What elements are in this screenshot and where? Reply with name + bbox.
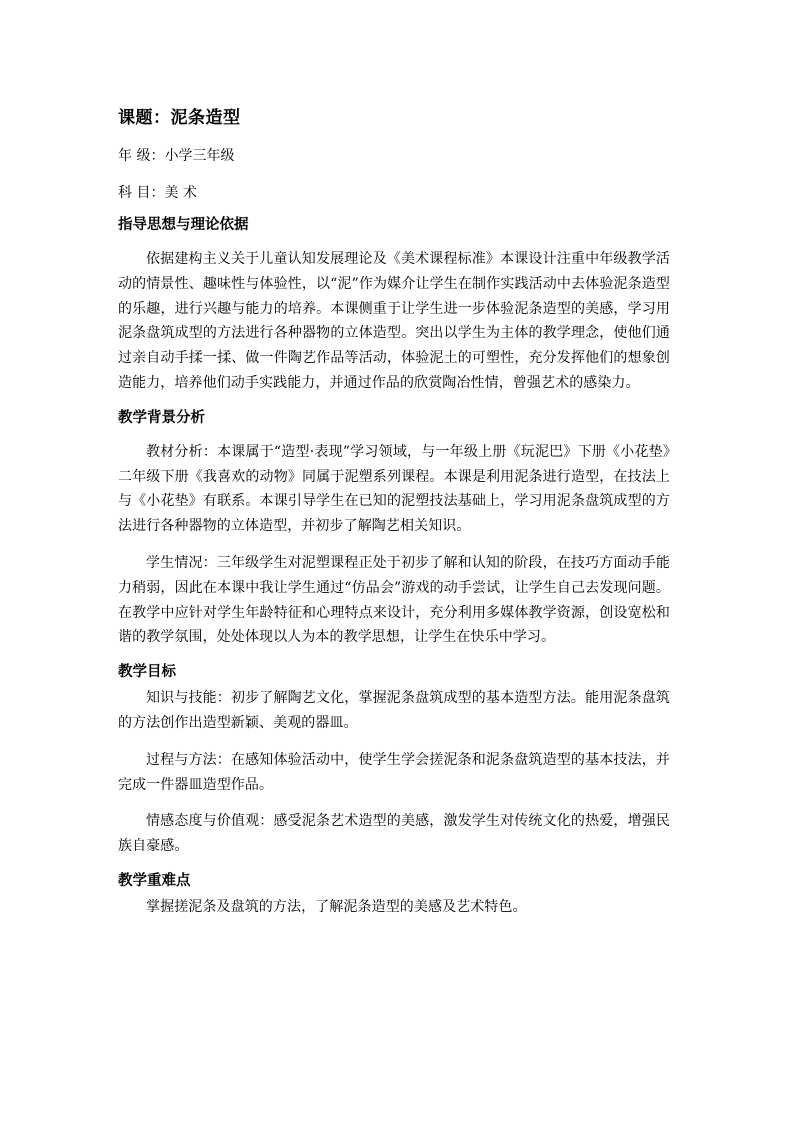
- paragraph-background-material: 教材分析：本课属于“造型·表现”学习领域，与一年级上册《玩泥巴》下册《小花垫》二年级下册《我喜欢的动物》同属于泥塑系列课程。本课是利用泥条进行造型，在技法上与《小花垫》有联系。本课引导学生在已知的泥塑技法基础上，学习用泥条盘筑成型的方法进行各种器物的立体造型，并初步了解陶艺相关知识。: [118, 443, 670, 535]
- paragraph-keypoints: 掌握搓泥条及盘筑的方法，了解泥条造型的美感及艺术特色。: [146, 898, 527, 915]
- paragraph-guiding-1: 依据建构主义关于儿童认知发展理论及《美术课程标准》本课设计注重中年级教学活动的情景性、趣味性与体验性，以“泥”作为媒介让学生在制作实践活动中去体验泥条造型的乐趣，进行兴趣与能力的培养。本课侧重于让学生进一步体验泥条造型的美感，学习用泥条盘筑成型的方法进行各种器物的立体造型。突出以学生为主体的教学理念，使他们通过亲自动手揉一揉、做一件陶艺作品等活动，体验泥土的可塑性，充分发挥他们的想象创造能力，培养他们动手实践能力，并通过作品的欣赏陶冶性情，曾强艺术的感染力。: [118, 251, 670, 391]
- section-heading-background: 教学背景分析: [118, 408, 205, 426]
- paragraph-objective-knowledge: 知识与技能：初步了解陶艺文化，掌握泥条盘筑成型的基本造型方法。能用泥条盘筑的方法创作出造型新颖、美观的器皿。: [118, 690, 670, 731]
- grade-line: 年 级：小学三年级: [118, 148, 235, 164]
- paragraph-objective-process: 过程与方法：在感知体验活动中，使学生学会搓泥条和泥条盘筑造型的基本技法，并完成一件器皿造型作品。: [118, 751, 670, 793]
- section-heading-guiding: 指导思想与理论依据: [118, 216, 249, 233]
- section-heading-objectives: 教学目标: [118, 663, 176, 681]
- subject-line: 科 目：美 术: [118, 185, 197, 201]
- paragraph-background-students: 学生情况：三年级学生对泥塑课程正处于初步了解和认知的阶段，在技巧方面动手能力稍弱，因此在本课中我让学生通过“仿品会”游戏的动手尝试，让学生自己去发现问题。在教学中应针对学生年龄特征和心理特点来设计，充分利用多媒体教学资源，创设宽松和谐的教学氛围，处处体现以人为本的教学思想，让学生在快乐中学习。: [118, 554, 670, 646]
- document-page: [118, 100, 670, 920]
- paragraph-objective-emotion: 情感态度与价值观：感受泥条艺术造型的美感，激发学生对传统文化的热爱，增强民族自豪感。: [118, 813, 670, 855]
- section-heading-keypoints: 教学重难点: [118, 871, 191, 889]
- document-title: 课题：泥条造型: [118, 108, 241, 128]
